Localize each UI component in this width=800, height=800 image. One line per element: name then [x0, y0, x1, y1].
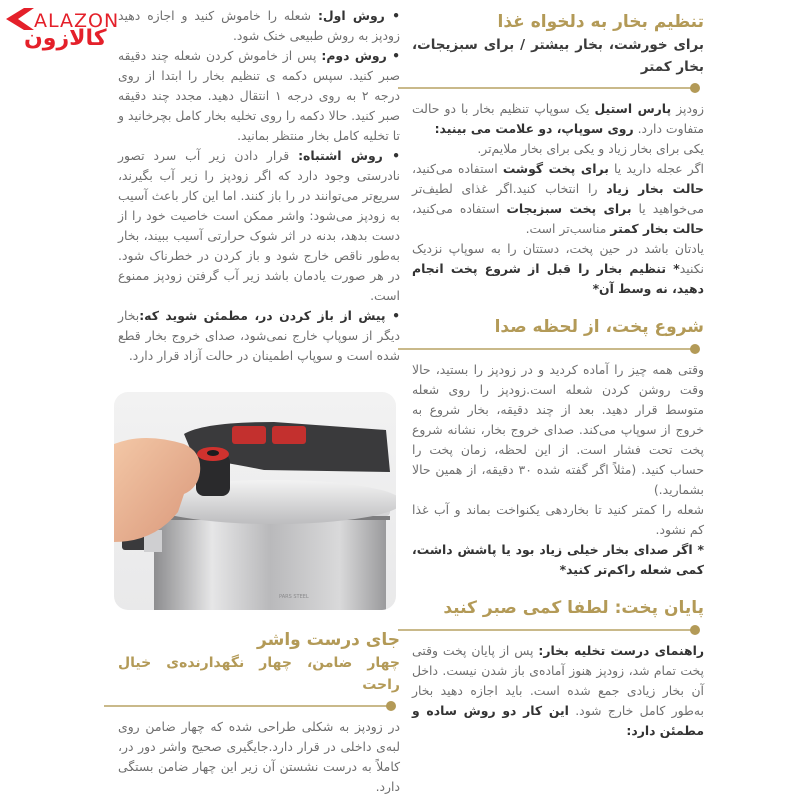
section-divider — [412, 83, 704, 93]
brand-logo-persian: کالازون — [24, 26, 107, 51]
section-end-cooking — [412, 596, 704, 741]
section-subtitle: چهار ضامن، چهار نگهدارنده‌ی خیال راحت — [118, 655, 400, 693]
divider-dot-icon — [690, 344, 700, 354]
section-title: جای درست واشر — [257, 630, 400, 650]
svg-text:ALAZON: ALAZON — [34, 10, 120, 31]
paragraph: زودپز پارس استیل یک سوپاپ تنظیم بخار با دو حالت متفاوت دارد. روی سوپاپ، دو علامت می بینید: — [412, 101, 704, 136]
paragraph: در زودپز به شکلی طراحی شده که چهار ضامن روی لبه‌ی داخلی در قرار دارد.جایگیری صحیح واشر دور در، کاملاً به درست نشستن آن زیر این چهار ضامن بستگی دارد. — [118, 719, 400, 794]
section-steam-adjustment — [412, 10, 704, 299]
method-controlled-release: • روش دوم: پس از خاموش کردن شعله چند دقیقه صبر کنید. سپس دکمه ی تنظیم بخار را ابتدا از روی درجه ۲ به روی درجه ۱ انتقال دهید. مجدد چند دقیقه صبر کنید. حالا دکمه را روی تخلیه بخار کامل بچرخانید و تا تخلیه کامل بخار منتظر بمانید. — [118, 48, 400, 143]
section-title: پایان پخت: لطفا کمی صبر کنید — [443, 598, 704, 618]
divider-dot-icon — [690, 83, 700, 93]
right-column — [412, 10, 704, 741]
pressure-cooker-photo — [114, 392, 396, 610]
paragraph: اگر عجله دارید یا برای پخت گوشت استفاده می‌کنید، حالت بخار زیاد را انتخاب کنید.اگر غذای لطیف‌تر می‌خواهید یا برای پخت سبزیجات استفاده می‌کنید، حالت بخار کمتر مناسب‌تر است. — [412, 161, 704, 236]
before-opening-check: • پیش از باز کردن در، مطمئن شوید که:بخار دیگر از سوپاپ خارج نمی‌شود، صدای خروج بخار قطع شده است و سوپاپ اطمینان در حالت آزاد قرار دارد. — [118, 308, 400, 363]
section-divider — [412, 625, 704, 635]
section-divider — [412, 344, 704, 354]
section-title: تنظیم بخار به دلخواه غذا — [497, 12, 704, 32]
section-gasket-placement — [118, 628, 400, 797]
divider-dot-icon — [386, 701, 396, 711]
divider-dot-icon — [690, 625, 700, 635]
left-column — [118, 6, 400, 366]
section-subtitle: برای خورشت، بخار بیشتر / برای سبزیجات، بخار کمتر — [412, 37, 704, 75]
section-title: شروع پخت، از لحظه صدا — [494, 317, 704, 337]
svg-text:PARS STEEL: PARS STEEL — [279, 594, 309, 600]
paragraph: یکی برای بخار زیاد و یکی برای بخار ملایم‌تر. — [477, 141, 704, 156]
method-natural-release: • روش اول: شعله را خاموش کنید و اجازه دهید زودپز به روش طبیعی خنک شود. — [118, 8, 400, 43]
method-wrong: • روش اشتباه: قرار دادن زیر آب سرد تصور نادرستی وجود دارد که اگر زودپز را زیر آب بگیرند، سریع‌تر می‌توانند در را باز کنند. اما این کار باعث آسیب به زودپز می‌شود: واشر ممکن است خاصیت خود را از دست بدهد، بدنه در اثر شوک حرارتی آسیب ببیند، بخار به‌طور ناقص خارج شود و باز کردن در خطرناک شود. در هر صورت یادمان باشد زیر آب گرفتن زودپز ممنوع است. — [118, 148, 401, 303]
paragraph: راهنمای درست تخلیه بخار: پس از پایان پخت وقتی پخت تمام شد، زودپز هنوز آماده‌ی باز شدن نیست. داخل آن بخار زیادی جمع شده است. باید اجازه دهید بخار به‌طور کامل خارج شود. این کار دو روش ساده و مطمئن دارد: — [412, 643, 704, 738]
paragraph: * اگر صدای بخار خیلی زیاد بود یا پاشش داشت، کمی شعله راکم‌تر کنید* — [412, 542, 704, 577]
paragraph: وقتی همه چیز را آماده کردید و در زودپز را بستید، حالا وقت روشن کردن شعله است.زودپز را روی شعله متوسط قرار دهید. بعد از چند دقیقه، بخار شروع به خروج از سوپاپ می‌کند. صدای خروج بخار، نشانه شروع پخت تحت فشار است. از این لحظه، زمان پخت را حساب کنید. (مثلاً اگر گفته شده ۳۰ دقیقه، از همین حالا بشمارید.) — [412, 362, 705, 497]
pressure-cooker-illustration-icon — [114, 392, 396, 610]
paragraph: شعله را کمتر کنید تا بخاردهی یکنواخت بماند و آب غذا کم نشود. — [412, 502, 704, 537]
paragraph: یادتان باشد در حین پخت، دستتان را به سوپاپ نزدیک نکنید* تنظیم بخار را قبل از شروع پخت انجام دهید، نه وسط آن* — [412, 241, 704, 296]
section-divider — [118, 701, 400, 711]
section-start-cooking — [412, 315, 704, 580]
